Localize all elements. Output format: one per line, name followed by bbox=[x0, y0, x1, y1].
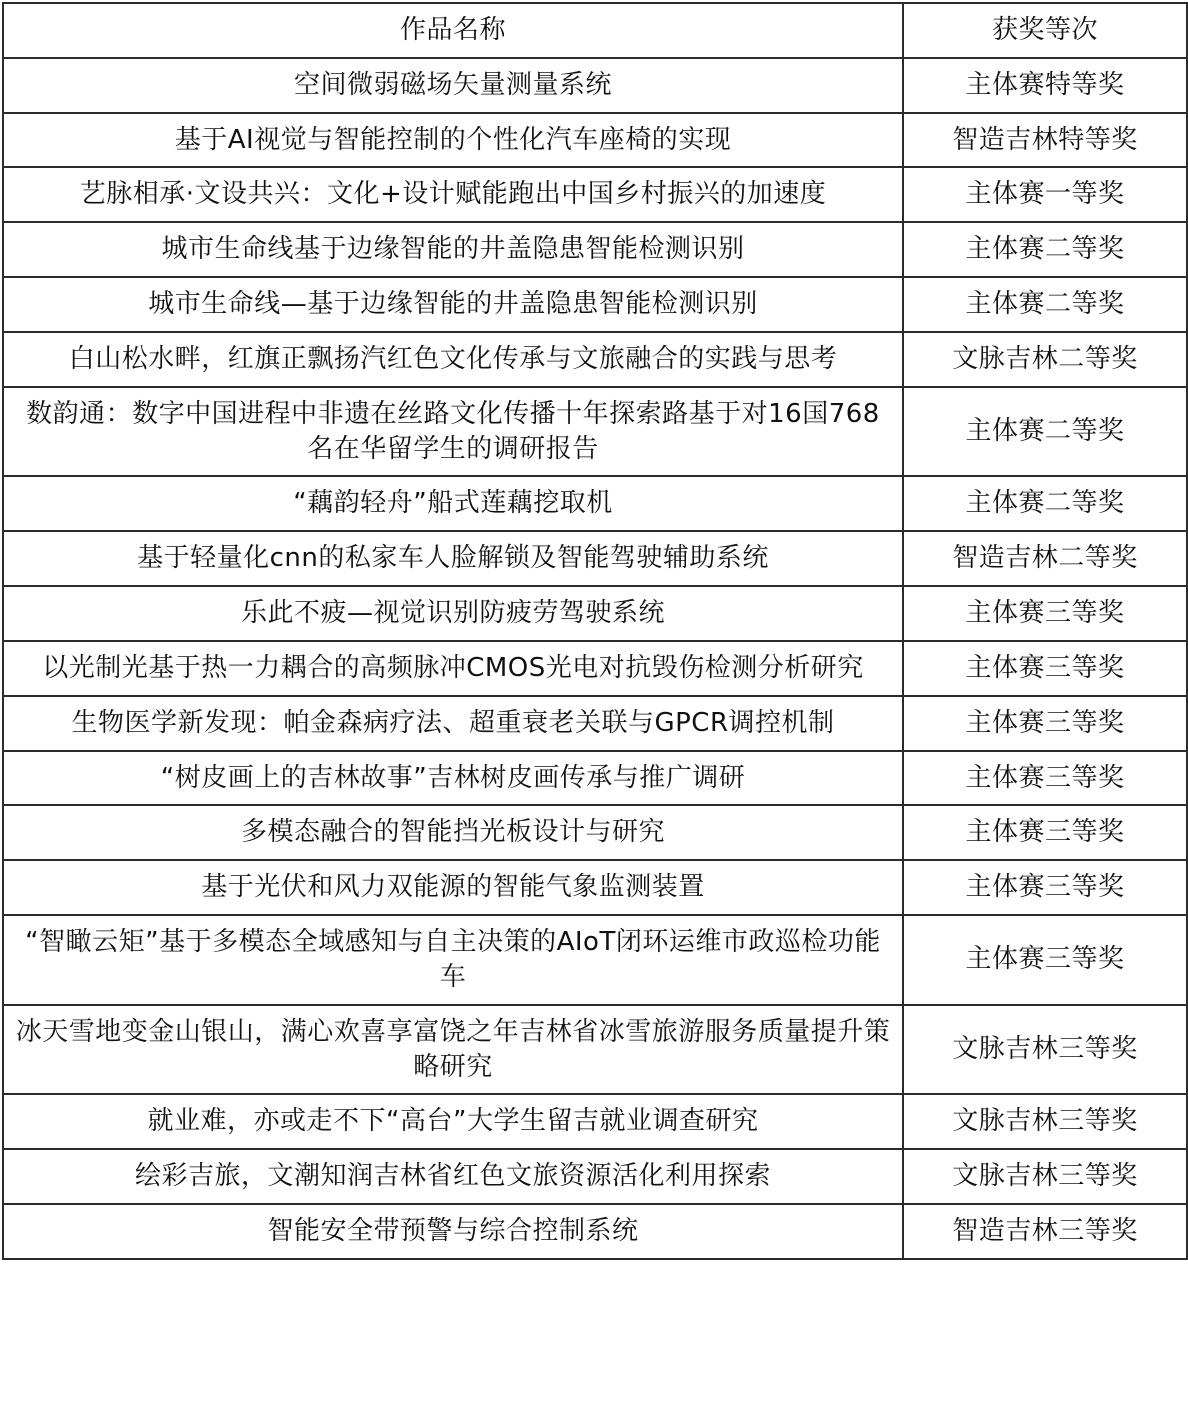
table-row bbox=[3, 113, 1187, 168]
cell-work-name: “树皮画上的吉林故事”吉林树皮画传承与推广调研 bbox=[3, 751, 903, 806]
cell-award-level: 文脉吉林三等奖 bbox=[903, 1094, 1187, 1149]
table-row bbox=[3, 915, 1187, 1005]
cell-award-level: 主体赛三等奖 bbox=[903, 860, 1187, 915]
table-header bbox=[3, 3, 1187, 58]
cell-work-name: 多模态融合的智能挡光板设计与研究 bbox=[3, 805, 903, 860]
cell-work-name: 绘彩吉旅，文潮知润吉林省红色文旅资源活化利用探索 bbox=[3, 1149, 903, 1204]
cell-award-level: 主体赛特等奖 bbox=[903, 58, 1187, 113]
cell-work-name: 以光制光基于热一力耦合的高频脉冲CMOS光电对抗毁伤检测分析研究 bbox=[3, 641, 903, 696]
cell-work-name: 空间微弱磁场矢量测量系统 bbox=[3, 58, 903, 113]
table-row bbox=[3, 167, 1187, 222]
cell-work-name: 生物医学新发现：帕金森病疗法、超重衰老关联与GPCR调控机制 bbox=[3, 696, 903, 751]
cell-work-name: 就业难，亦或走不下“高台”大学生留吉就业调查研究 bbox=[3, 1094, 903, 1149]
table-row bbox=[3, 332, 1187, 387]
table-row bbox=[3, 1204, 1187, 1259]
table-row bbox=[3, 531, 1187, 586]
cell-award-level: 主体赛二等奖 bbox=[903, 222, 1187, 277]
table-row bbox=[3, 277, 1187, 332]
cell-work-name: 基于光伏和风力双能源的智能气象监测装置 bbox=[3, 860, 903, 915]
cell-work-name: 冰天雪地变金山银山，满心欢喜享富饶之年吉林省冰雪旅游服务质量提升策略研究 bbox=[3, 1005, 903, 1095]
cell-award-level: 文脉吉林三等奖 bbox=[903, 1149, 1187, 1204]
cell-award-level: 主体赛三等奖 bbox=[903, 586, 1187, 641]
table-row bbox=[3, 58, 1187, 113]
cell-work-name: 城市生命线—基于边缘智能的井盖隐患智能检测识别 bbox=[3, 277, 903, 332]
table-row bbox=[3, 641, 1187, 696]
table-row bbox=[3, 696, 1187, 751]
table-row bbox=[3, 1094, 1187, 1149]
table-row bbox=[3, 751, 1187, 806]
cell-award-level: 智造吉林特等奖 bbox=[903, 113, 1187, 168]
column-header-award-level: 获奖等次 bbox=[903, 3, 1187, 58]
cell-award-level: 文脉吉林三等奖 bbox=[903, 1005, 1187, 1095]
cell-work-name: 基于AI视觉与智能控制的个性化汽车座椅的实现 bbox=[3, 113, 903, 168]
table-row bbox=[3, 805, 1187, 860]
cell-work-name: 数韵通：数字中国进程中非遗在丝路文化传播十年探索路基于对16国768名在华留学生的调研报告 bbox=[3, 387, 903, 477]
cell-award-level: 主体赛三等奖 bbox=[903, 805, 1187, 860]
cell-award-level: 主体赛一等奖 bbox=[903, 167, 1187, 222]
table-row bbox=[3, 1005, 1187, 1095]
cell-award-level: 主体赛三等奖 bbox=[903, 751, 1187, 806]
cell-award-level: 主体赛三等奖 bbox=[903, 696, 1187, 751]
table-header-row bbox=[3, 3, 1187, 58]
table-row bbox=[3, 860, 1187, 915]
table-row bbox=[3, 586, 1187, 641]
cell-work-name: “藕韵轻舟”船式莲藕挖取机 bbox=[3, 476, 903, 531]
cell-award-level: 文脉吉林二等奖 bbox=[903, 332, 1187, 387]
cell-work-name: 城市生命线基于边缘智能的井盖隐患智能检测识别 bbox=[3, 222, 903, 277]
table-row bbox=[3, 476, 1187, 531]
table-row bbox=[3, 1149, 1187, 1204]
cell-work-name: 艺脉相承·文设共兴：文化+设计赋能跑出中国乡村振兴的加速度 bbox=[3, 167, 903, 222]
cell-award-level: 主体赛三等奖 bbox=[903, 915, 1187, 1005]
cell-work-name: 白山松水畔，红旗正飘扬汽红色文化传承与文旅融合的实践与思考 bbox=[3, 332, 903, 387]
cell-work-name: “智瞰云矩”基于多模态全域感知与自主决策的AIoT闭环运维市政巡检功能车 bbox=[3, 915, 903, 1005]
cell-work-name: 智能安全带预警与综合控制系统 bbox=[3, 1204, 903, 1259]
cell-work-name: 乐此不疲—视觉识别防疲劳驾驶系统 bbox=[3, 586, 903, 641]
cell-award-level: 智造吉林三等奖 bbox=[903, 1204, 1187, 1259]
award-table bbox=[2, 2, 1188, 1260]
table-body bbox=[3, 58, 1187, 1259]
cell-award-level: 智造吉林二等奖 bbox=[903, 531, 1187, 586]
table-row bbox=[3, 387, 1187, 477]
award-list-sheet bbox=[0, 2, 1188, 1260]
cell-award-level: 主体赛二等奖 bbox=[903, 476, 1187, 531]
cell-award-level: 主体赛三等奖 bbox=[903, 641, 1187, 696]
cell-work-name: 基于轻量化cnn的私家车人脸解锁及智能驾驶辅助系统 bbox=[3, 531, 903, 586]
cell-award-level: 主体赛二等奖 bbox=[903, 277, 1187, 332]
column-header-work-name: 作品名称 bbox=[3, 3, 903, 58]
table-row bbox=[3, 222, 1187, 277]
cell-award-level: 主体赛二等奖 bbox=[903, 387, 1187, 477]
